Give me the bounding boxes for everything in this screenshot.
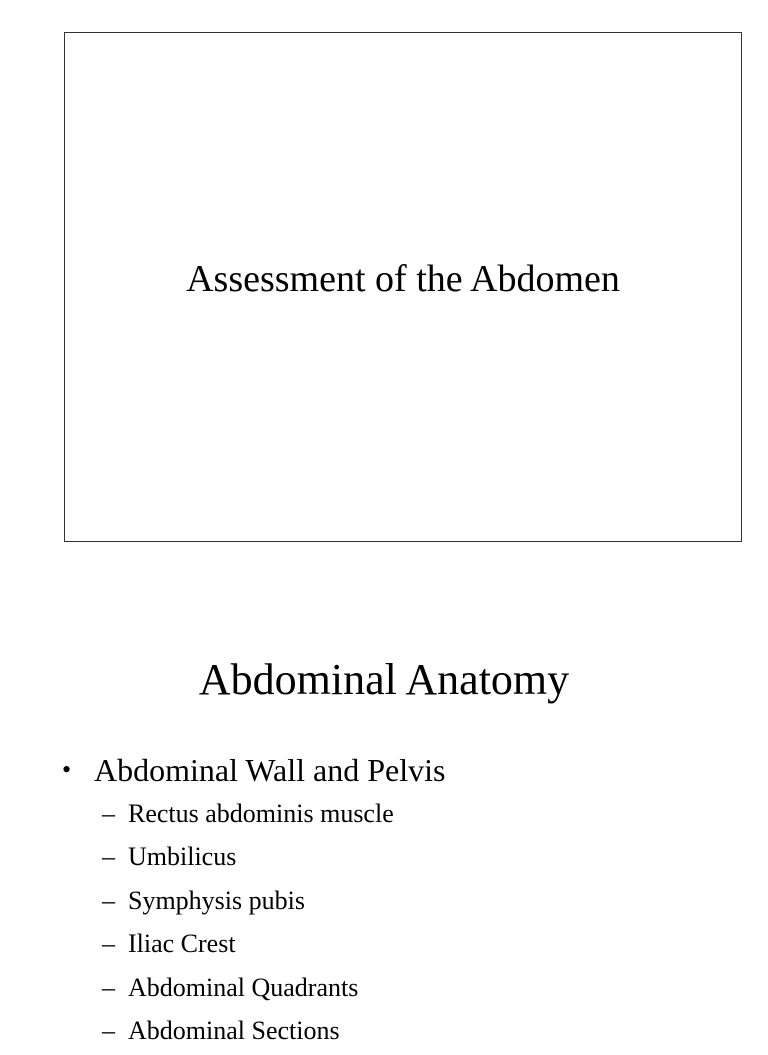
bullet-marker: • (62, 755, 72, 784)
sub-bullet-text: Umbilicus (128, 842, 237, 872)
sub-bullet-text: Abdominal Quadrants (128, 972, 359, 1002)
sub-bullet-item (102, 795, 394, 838)
dash-marker: – (102, 1015, 115, 1045)
sub-bullet-item (102, 925, 394, 968)
dash-marker: – (102, 972, 115, 1002)
sub-bullet-list (102, 795, 394, 1055)
dash-marker: – (102, 885, 115, 915)
sub-bullet-text: Rectus abdominis muscle (128, 799, 394, 828)
slide-title: Assessment of the Abdomen (186, 258, 620, 300)
sub-bullet-text: Abdominal Sections (128, 1015, 340, 1045)
section-heading: Abdominal Anatomy (198, 655, 570, 704)
dash-marker: – (102, 842, 115, 872)
sub-bullet-item (102, 969, 394, 1012)
sub-bullet-item (102, 838, 394, 881)
title-slide (64, 32, 742, 542)
bullet-item (62, 750, 445, 790)
dash-marker: – (102, 799, 115, 828)
bullet-text: Abdominal Wall and Pelvis (94, 752, 446, 788)
sub-bullet-item (102, 1012, 394, 1055)
sub-bullet-text: Symphysis pubis (128, 885, 305, 915)
dash-marker: – (102, 929, 115, 959)
sub-bullet-item (102, 882, 394, 925)
sub-bullet-text: Iliac Crest (128, 929, 236, 959)
